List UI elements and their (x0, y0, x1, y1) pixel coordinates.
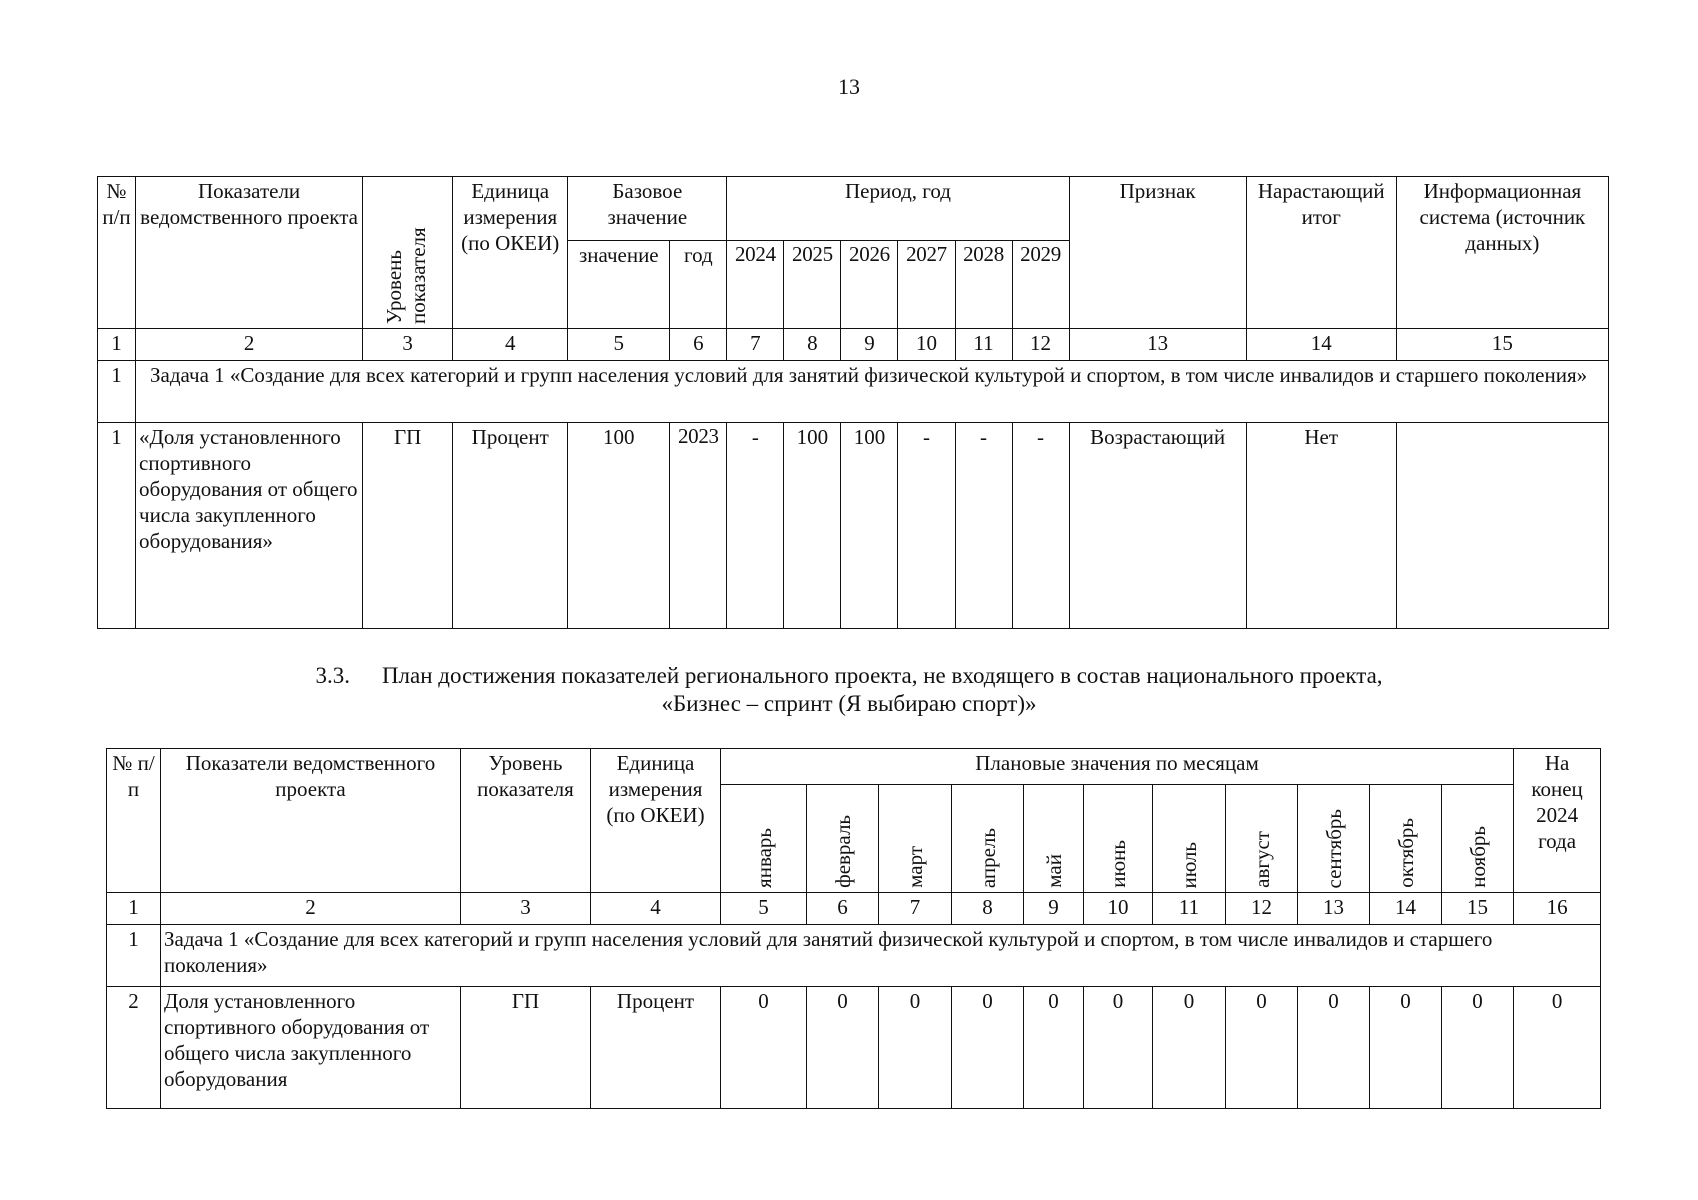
row-info-system (1396, 423, 1608, 629)
column-number: 10 (898, 329, 955, 361)
column-number: 5 (721, 893, 807, 925)
column-number: 13 (1069, 329, 1246, 361)
header-year: 2029 (1012, 241, 1069, 329)
column-number: 4 (453, 329, 568, 361)
column-number: 7 (727, 329, 784, 361)
row-base-year: 2023 (670, 423, 727, 629)
row-month-value: 0 (1084, 987, 1153, 1109)
column-number: 16 (1514, 893, 1601, 925)
column-number: 6 (670, 329, 727, 361)
column-number: 4 (591, 893, 721, 925)
section-number: 3.3. (315, 663, 350, 688)
header-unit: Единица измерения (по ОКЕИ) (453, 177, 568, 329)
header-planned: Плановые значения по месяцам (721, 749, 1514, 785)
column-numbers-row (98, 329, 1609, 361)
row-year-value: 100 (841, 423, 898, 629)
row-year-value: - (955, 423, 1012, 629)
row-year-value: 100 (784, 423, 841, 629)
row-month-value: 0 (1024, 987, 1084, 1109)
header-year: 2028 (955, 241, 1012, 329)
row-unit: Процент (591, 987, 721, 1109)
row-indicator: «Доля установленного спортивного оборудования от общего числа закупленного оборудования» (136, 423, 363, 629)
row-num: 1 (98, 423, 136, 629)
task-num: 1 (98, 361, 136, 423)
row-sign: Возрастающий (1069, 423, 1246, 629)
header-month: август (1226, 785, 1298, 893)
header-base: Базовое значение (568, 177, 727, 241)
header-info-system: Информационная система (источник данных) (1396, 177, 1608, 329)
column-number: 13 (1298, 893, 1370, 925)
row-cumulative: Нет (1246, 423, 1396, 629)
column-number: 6 (807, 893, 879, 925)
column-number: 12 (1226, 893, 1298, 925)
header-indicator: Показатели ведомственного проекта (161, 749, 461, 893)
section-title-line1: 3.3. План достижения показателей регионального проекта, не входящего в состав национального проекта, (315, 663, 1383, 688)
row-month-value: 0 (1370, 987, 1442, 1109)
indicators-table (97, 176, 1609, 629)
row-num: 2 (107, 987, 161, 1109)
header-month: апрель (952, 785, 1024, 893)
column-number: 8 (784, 329, 841, 361)
header-month: май (1024, 785, 1084, 893)
page-number: 13 (838, 74, 860, 99)
row-month-value: 0 (1298, 987, 1370, 1109)
header-level: Уровень показателя (363, 177, 453, 329)
column-number: 1 (107, 893, 161, 925)
column-number: 5 (568, 329, 670, 361)
row-unit: Процент (453, 423, 568, 629)
header-month: январь (721, 785, 807, 893)
header-month: март (879, 785, 952, 893)
column-number: 10 (1084, 893, 1153, 925)
header-base-year: год (670, 241, 727, 329)
task-row (107, 925, 1601, 987)
row-month-value: 0 (1226, 987, 1298, 1109)
row-year-value: - (898, 423, 955, 629)
header-level: Уровень показателя (461, 749, 591, 893)
header-period: Период, год (727, 177, 1069, 241)
header-base-value: значение (568, 241, 670, 329)
task-text: Задача 1 «Создание для всех категорий и групп населения условий для занятий физической культурой и спортом, в том числе инвалидов и старшего поколения» (136, 361, 1609, 423)
column-number: 2 (161, 893, 461, 925)
column-number: 7 (879, 893, 952, 925)
header-num: № п/п (98, 177, 136, 329)
header-sign: Признак (1069, 177, 1246, 329)
column-number: 3 (461, 893, 591, 925)
table-row (107, 987, 1601, 1109)
column-number: 1 (98, 329, 136, 361)
task-row (98, 361, 1609, 423)
section-title-line2: «Бизнес – спринт (Я выбираю спорт)» (661, 691, 1037, 716)
row-month-value: 0 (952, 987, 1024, 1109)
row-month-value: 0 (1153, 987, 1226, 1109)
row-month-value: 0 (1442, 987, 1514, 1109)
task-text: Задача 1 «Создание для всех категорий и групп населения условий для занятий физической культурой и спортом, в том числе инвалидов и старшего поколения» (161, 925, 1601, 987)
row-month-value: 0 (721, 987, 807, 1109)
column-numbers-row (107, 893, 1601, 925)
column-number: 11 (955, 329, 1012, 361)
header-unit: Единица измерения (по ОКЕИ) (591, 749, 721, 893)
header-end-year: На конец 2024 года (1514, 749, 1601, 893)
column-number: 9 (1024, 893, 1084, 925)
column-number: 2 (136, 329, 363, 361)
header-month: ноябрь (1442, 785, 1514, 893)
section-heading (0, 662, 1698, 718)
column-number: 8 (952, 893, 1024, 925)
header-month: февраль (807, 785, 879, 893)
row-indicator: Доля установленного спортивного оборудования от общего числа закупленного оборудования (161, 987, 461, 1109)
header-num: № п/п (107, 749, 161, 893)
monthly-plan-table (106, 748, 1601, 1109)
task-num: 1 (107, 925, 161, 987)
header-month: июнь (1084, 785, 1153, 893)
header-cumulative: Нарастающий итог (1246, 177, 1396, 329)
row-year-value: - (1012, 423, 1069, 629)
row-end-year: 0 (1514, 987, 1601, 1109)
table-row (98, 423, 1609, 629)
header-year: 2026 (841, 241, 898, 329)
column-number: 3 (363, 329, 453, 361)
column-number: 14 (1370, 893, 1442, 925)
row-month-value: 0 (879, 987, 952, 1109)
header-month: октябрь (1370, 785, 1442, 893)
header-year: 2024 (727, 241, 784, 329)
column-number: 12 (1012, 329, 1069, 361)
header-indicator: Показатели ведомственного проекта (136, 177, 363, 329)
header-year: 2027 (898, 241, 955, 329)
column-number: 11 (1153, 893, 1226, 925)
column-number: 9 (841, 329, 898, 361)
row-base-value: 100 (568, 423, 670, 629)
column-number: 14 (1246, 329, 1396, 361)
row-year-value: - (727, 423, 784, 629)
column-number: 15 (1442, 893, 1514, 925)
row-level: ГП (363, 423, 453, 629)
column-number: 15 (1396, 329, 1608, 361)
header-year: 2025 (784, 241, 841, 329)
header-month: сентябрь (1298, 785, 1370, 893)
row-level: ГП (461, 987, 591, 1109)
header-month: июль (1153, 785, 1226, 893)
row-month-value: 0 (807, 987, 879, 1109)
